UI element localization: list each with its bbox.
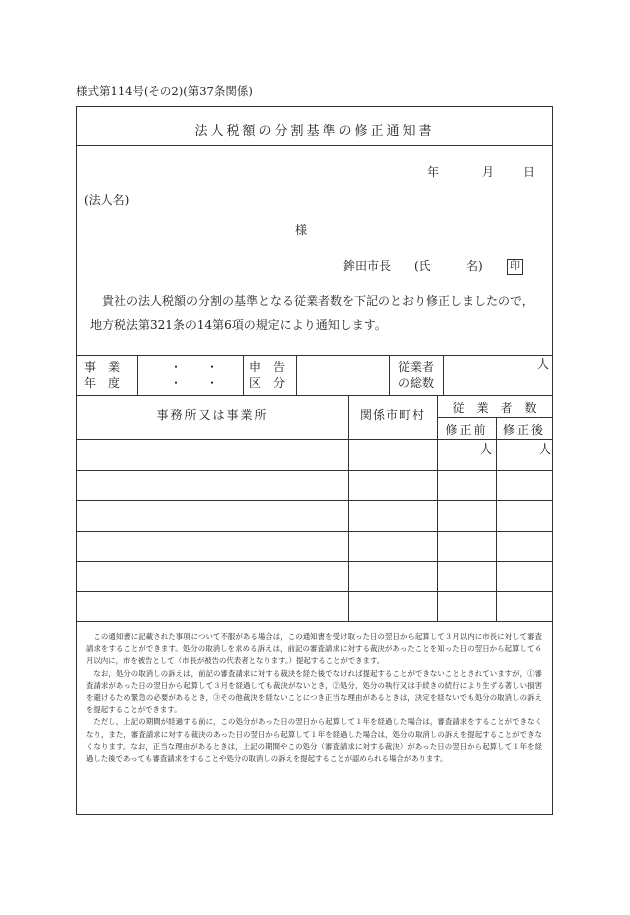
mayor-title: 鉾田市長	[343, 259, 392, 273]
column-header-after: 修正後	[502, 423, 545, 437]
appeal-notice	[86, 631, 542, 765]
fiscal-year-label: 年 度	[84, 376, 121, 390]
table-row-divider	[77, 470, 552, 471]
date-day-label: 日	[523, 165, 536, 179]
table-row-divider	[77, 531, 552, 532]
corp-name-label: (法人名)	[84, 193, 130, 207]
column-header-employees: 従 業 者 数	[452, 401, 537, 415]
date-year-label: 年	[427, 165, 440, 179]
divider	[437, 417, 552, 418]
notice-paragraph: なお，処分の取消しの訴えは，前記の審査請求に対する裁決を経た後でなければ提起することができないこととされていますが，①審査請求があった日の翌日から起算して３月を経過しても裁決がないとき，②処分，処分の執行又は手続きの続行により生ずる著しい損害を避けるため緊急の必要があるとき，③その他裁決を経ないことにつき正当な理由があるときは，決定を経ないでも処分の取消しの訴えを提起することができます。	[86, 668, 542, 715]
name-open: (氏	[414, 259, 431, 273]
filing-type-label: 区 分	[249, 376, 286, 390]
filing-type-label: 申 告	[249, 360, 286, 374]
divider	[243, 355, 244, 395]
table-row-divider	[77, 591, 552, 592]
unit-label: 人	[480, 442, 493, 456]
notice-paragraph: ただし，上記の期間が経過する前に，この処分があった日の翌日から起算して１年を経過した場合は，審査請求をすることができなくなり，また，審査請求に対する裁決のあった日の翌日から起算して１年を経過した場合は，処分の取消しの訴えを提起することができなくなります。なお，正当な理由があるときは，上記の期間やこの処分（審査請求に対する裁決）があった日の翌日から起算して１年を経過した後であっても審査請求をすることや処分の取消しの訴えを提起することが認められる場合があります。	[86, 717, 542, 764]
form-number: 様式第114号(その2)(第37条関係)	[76, 84, 253, 98]
total-employees-label: 従業者	[398, 360, 435, 374]
divider	[348, 395, 349, 621]
date-month-label: 月	[482, 165, 495, 179]
notice-paragraph: この通知書に記載された事項について不服がある場合は，この通知書を受け取った日の翌日から起算して３月以内に市長に対して審査請求をすることができます。処分の取消しを求める訴えは，前記の審査請求に対する裁決があったことを知った日の翌日から起算して６月以内に，市を被告として（市長が被告の代表者となります。）提起することができます。	[86, 632, 542, 666]
unit-label: 人	[539, 442, 552, 456]
notice-form	[76, 106, 553, 815]
divider	[77, 355, 552, 356]
seal-mark: 印	[507, 258, 523, 275]
fiscal-year-label: 事 業	[84, 360, 121, 374]
column-header-municipality: 関係市町村	[359, 408, 425, 422]
honorific: 様	[295, 223, 308, 237]
column-header-office: 事務所又は事業所	[156, 408, 269, 422]
divider	[443, 355, 444, 395]
fiscal-year-end-field: ・ ・	[170, 376, 219, 390]
unit-label: 人	[537, 357, 550, 371]
table-row-divider	[77, 621, 552, 622]
table-row-divider	[77, 561, 552, 562]
divider	[137, 355, 138, 395]
divider	[296, 355, 297, 395]
divider	[77, 145, 552, 146]
column-header-before: 修正前	[445, 423, 488, 437]
document-title: 法人税額の分割基準の修正通知書	[194, 124, 435, 139]
divider	[77, 395, 552, 396]
total-employees-label: の総数	[398, 376, 435, 390]
fiscal-year-start-field: ・ ・	[170, 360, 219, 374]
notice-body-text: 貴社の法人税額の分割の基準となる従業者数を下記のとおり修正しましたので，地方税法第321条の14第6項の規定により通知します。	[90, 294, 534, 332]
divider	[389, 355, 390, 395]
name-close: 名)	[466, 259, 483, 273]
table-row-divider	[77, 500, 552, 501]
